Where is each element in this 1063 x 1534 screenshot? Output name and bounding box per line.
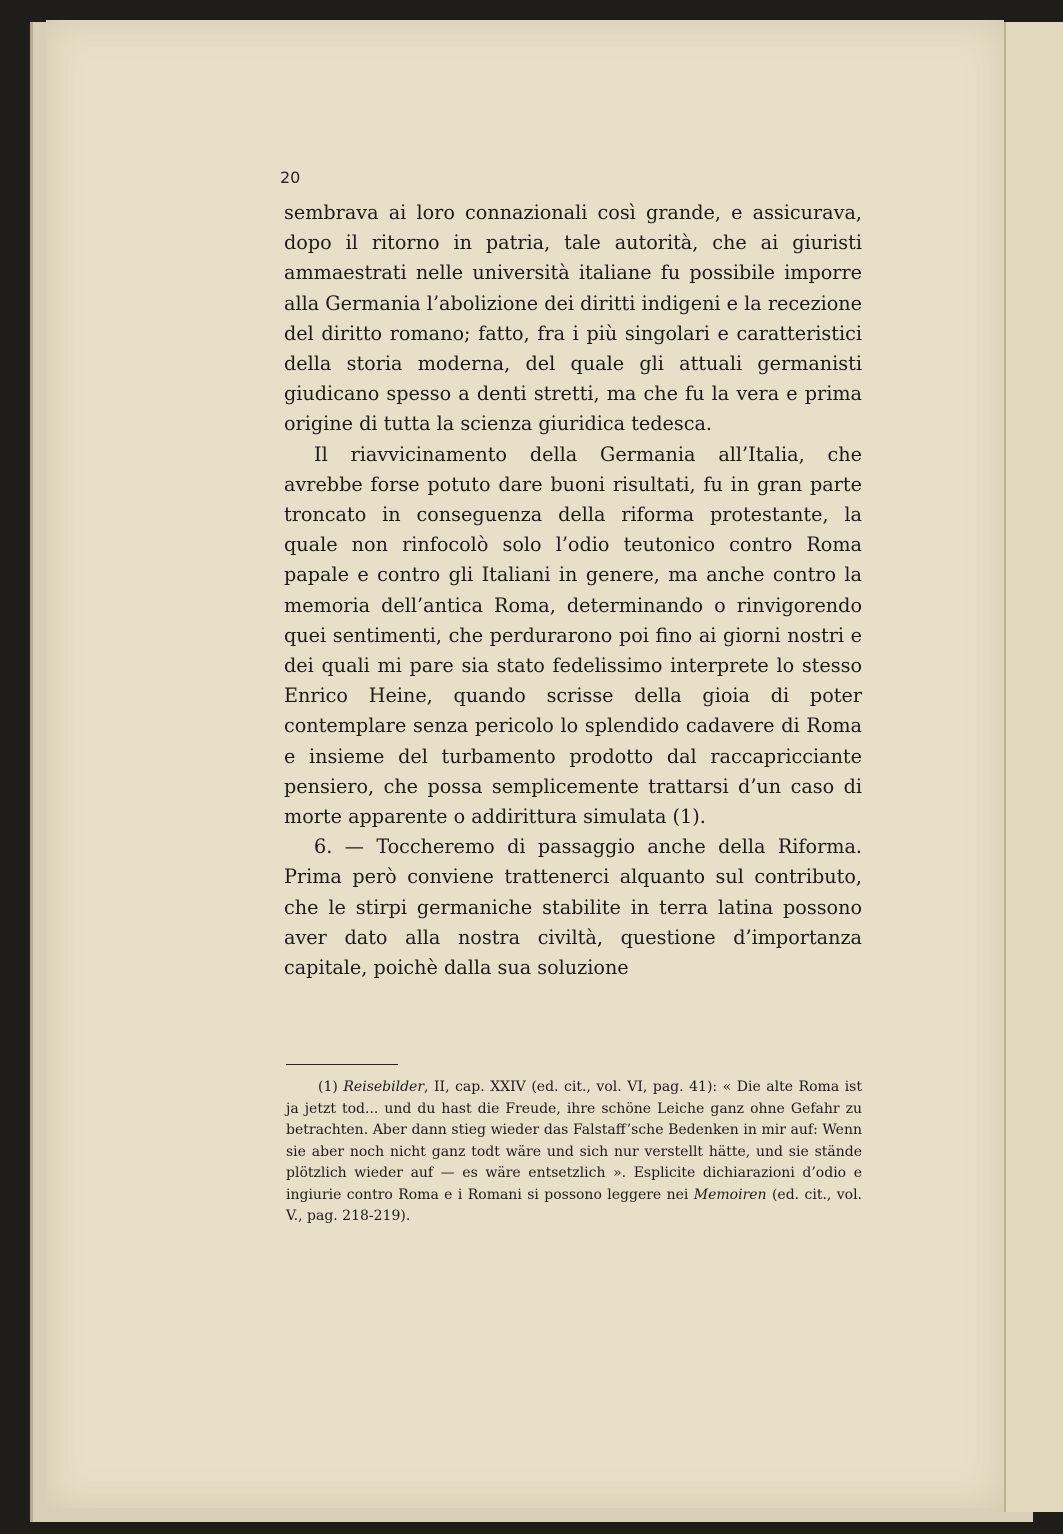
paragraph-2: Il riavvicinamento della Germania all’Italia, che avrebbe forse potuto dare buoni risultati, fu in gran parte troncato in conseguenza della riforma protestante, la quale non rinfocolò solo l’odio teutonico contro Roma papale e contro gli Italiani in genere, ma anche contro la memoria dell’antica Roma, determinando o rinvigorendo quei sentimenti, che perdurarono poi fino ai giorni nostri e dei quali mi pare sia stato fedelissimo interprete lo stesso Enrico Heine, quando scrisse della gioia di poter contemplare senza pericolo lo splendido cadavere di Roma e insieme del turbamento prodotto dal raccapricciante pensiero, che possa semplicemente trattarsi d’un caso di morte apparente o addirittura simulata (1). (284, 442, 862, 829)
facing-page-edge (1004, 22, 1063, 1512)
main-text-block (284, 198, 862, 983)
footnote-marker: (1) (318, 1079, 338, 1095)
footnote-block (286, 1077, 862, 1228)
footnote-citation-tail: (ed. cit., vol. V., pag. 218-219). (286, 1186, 862, 1224)
footnote-work-title: Reisebilder (343, 1079, 425, 1095)
paragraph-1: sembrava ai loro connazionali così grande, e assicurava, dopo il ritorno in patria, tale autorità, che ai giuristi ammaestrati nelle università italiane fu possibile imporre alla Germania l’abolizione dei diritti indigeni e la recezione del diritto romano; fatto, fra i più singolari e caratteristici della storia moderna, del quale gli attuali germanisti giudicano spesso a denti stretti, ma che fu la vera e prima origine di tutta la scienza giuridica tedesca. (284, 201, 862, 436)
footnote-separator-rule (286, 1064, 398, 1065)
footnote-memoiren-title: Memoiren (693, 1186, 767, 1203)
page-number: 20 (280, 168, 301, 187)
footnote-1 (286, 1077, 862, 1228)
paragraph-3-section-6: 6. — Toccheremo di passaggio anche della Riforma. Prima però conviene trattenerci alquanto sul contributo, che le stirpi germaniche stabilite in terra latina possono aver dato alla nostra civiltà, questione d’importanza capitale, poichè dalla sua soluzione (284, 835, 862, 980)
footnote-reference-text: , II, cap. XXIV (ed. cit., vol. VI, pag. 41): « Die alte Roma ist ja jetzt tod... und du hast die Freude, ihre schöne Leiche ganz ohne Gefahr zu betrachten. Aber dann stieg wieder das Falstaff’sche Bedenken in mir auf: Wenn sie aber noch nicht ganz todt wäre und sich nur verstellt hätte, und sie stände plötzlich wieder auf — es wäre entsetzlich ». Esplicite dichiarazioni d’odio e ingiurie contro Roma e i Romani si possono leggere nei (286, 1079, 862, 1203)
